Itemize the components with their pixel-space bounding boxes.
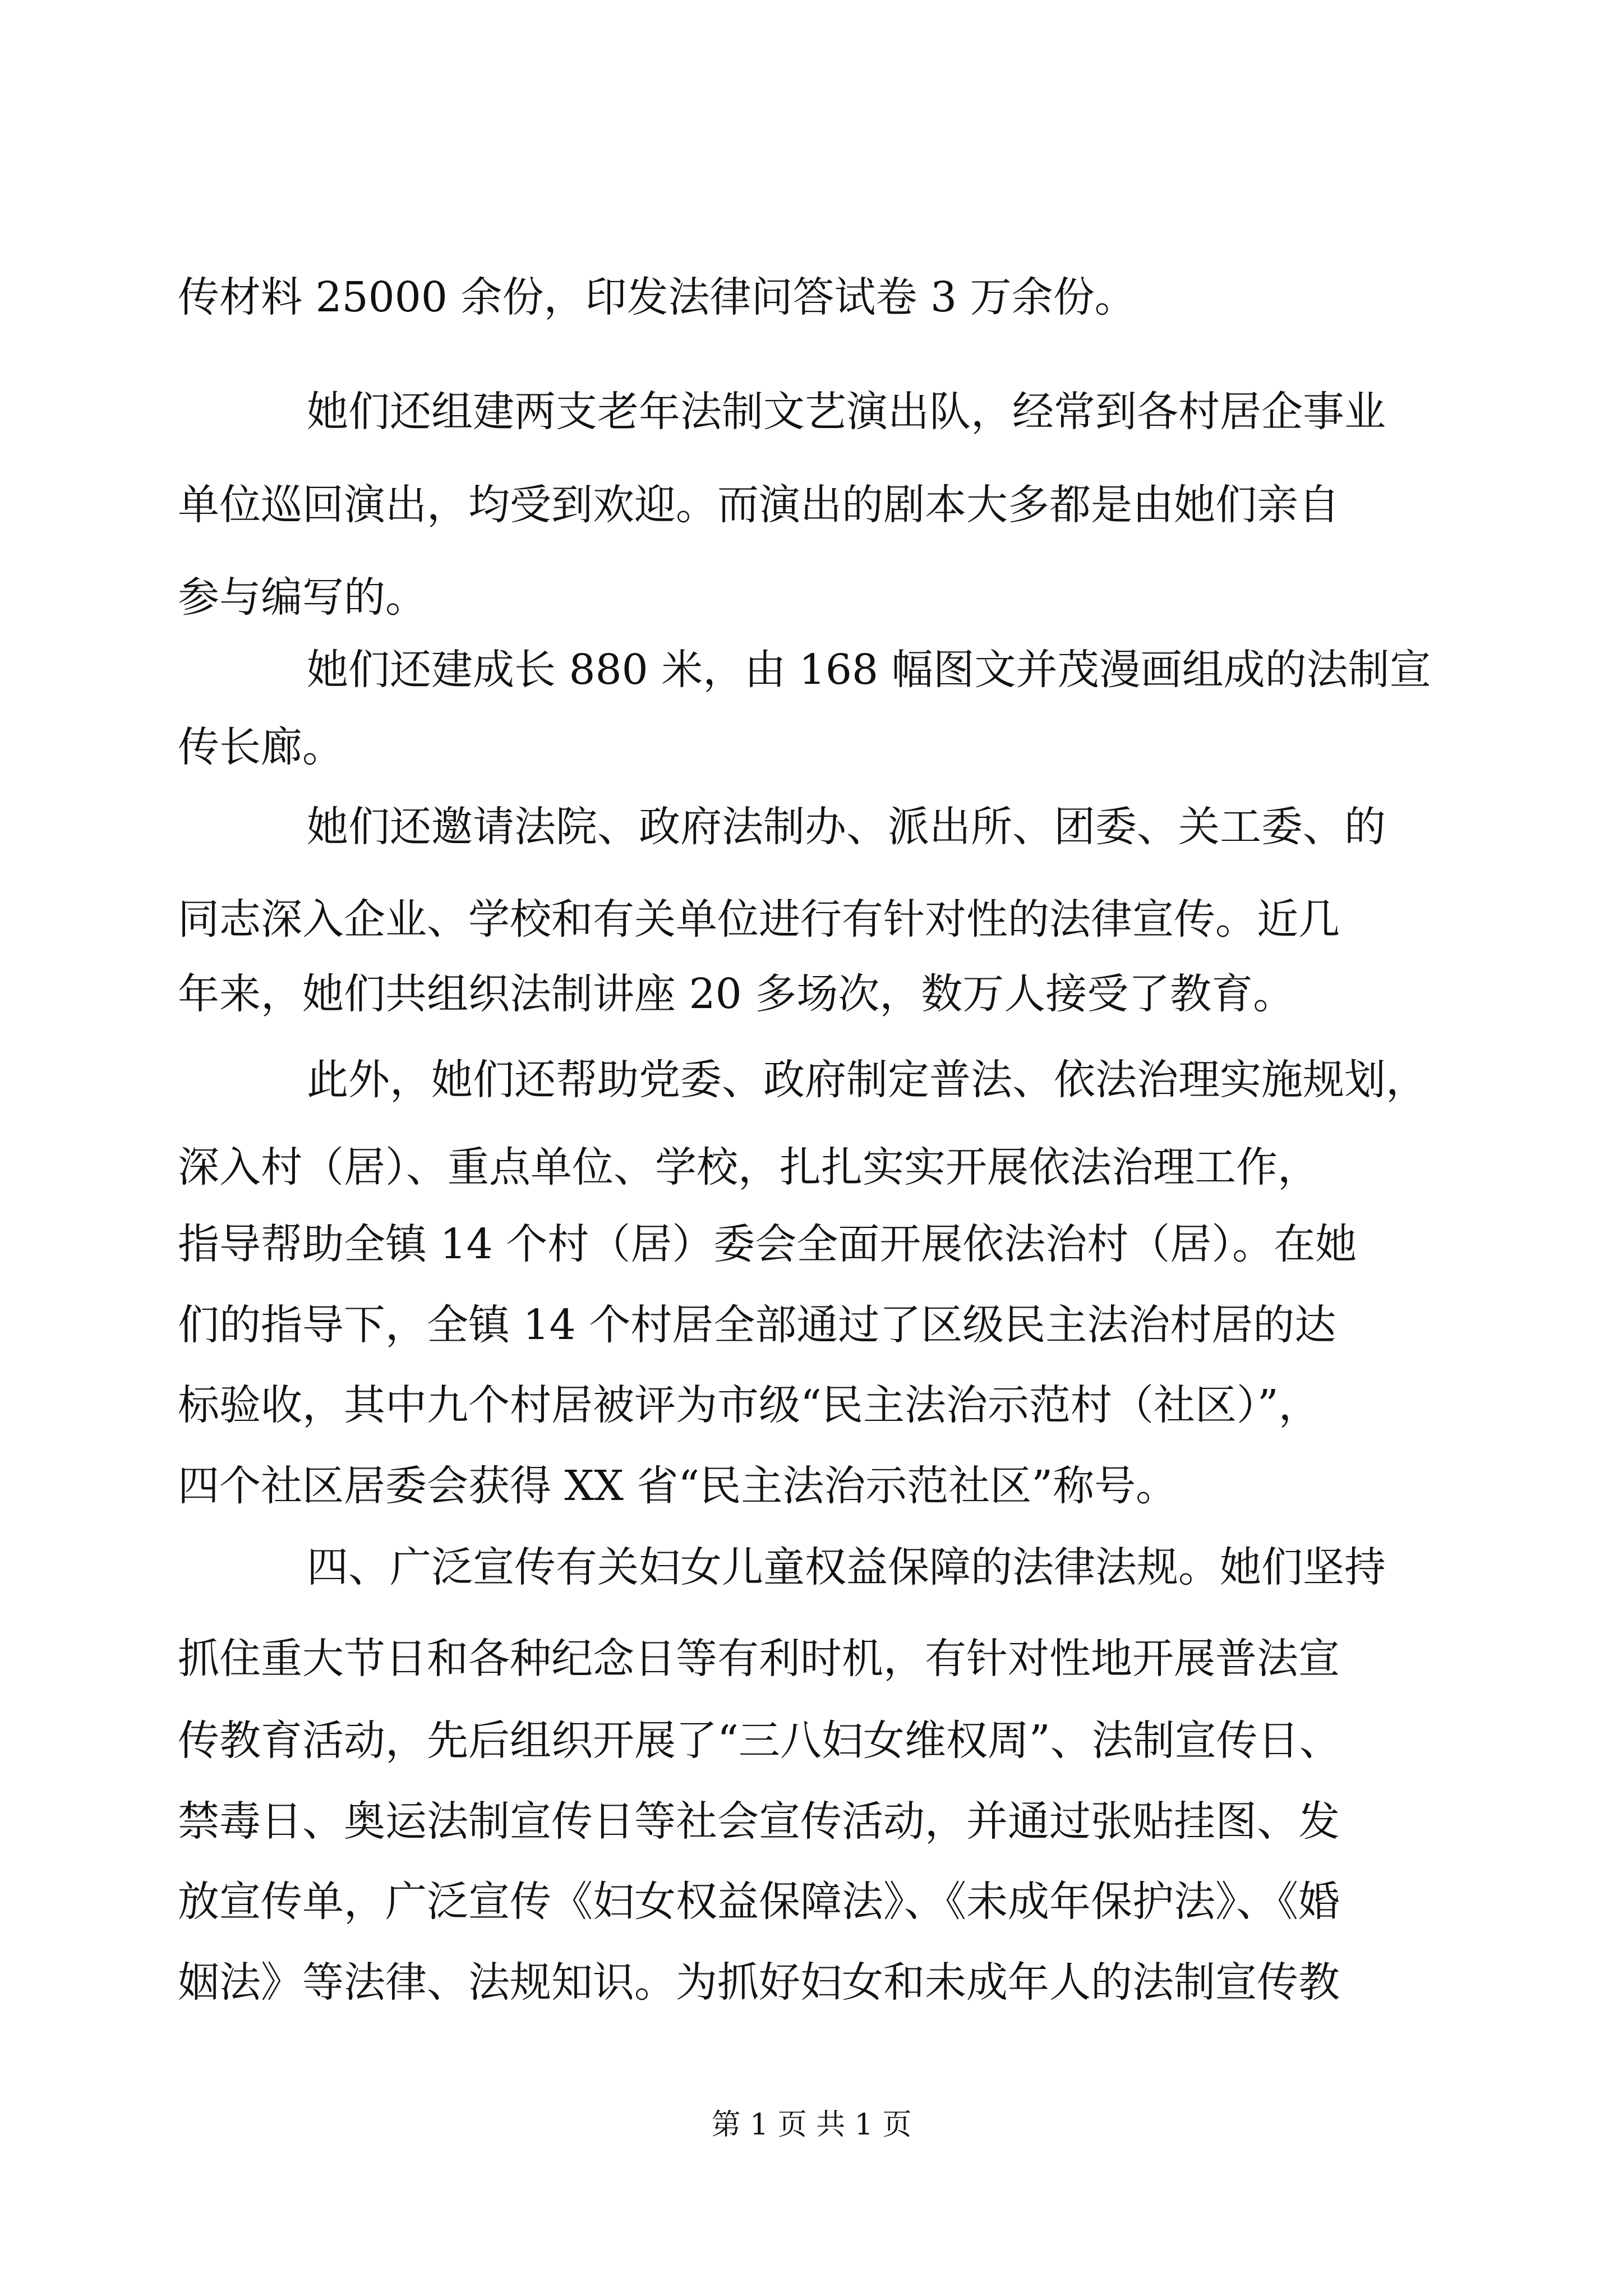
text-line-12: 指导帮助全镇 14 个村（居）委会全面开展依法治村（居）。在她 xyxy=(178,1220,1357,1268)
text-line-6: 传长廊。 xyxy=(178,723,344,771)
text-line-4: 参与编写的。 xyxy=(178,573,427,622)
text-line-16: 四、广泛宣传有关妇女儿童权益保障的法律法规。她们坚持 xyxy=(307,1543,1386,1591)
text-line-20: 放宣传单，广泛宣传《妇女权益保障法》、《未成年保护法》、《婚 xyxy=(178,1878,1340,1926)
text-line-2: 她们还组建两支老年法制文艺演出队，经常到各村居企事业 xyxy=(307,388,1386,436)
text-line-15: 四个社区居委会获得 XX 省“民主法治示范社区”称号。 xyxy=(178,1462,1178,1510)
text-line-9: 年来，她们共组织法制讲座 20 多场次，数万人接受了教育。 xyxy=(178,970,1295,1018)
text-line-11: 深入村（居）、重点单位、学校，扎扎实实开展依法治理工作， xyxy=(178,1143,1319,1191)
text-line-5: 她们还建成长 880 米，由 168 幅图文并茂漫画组成的法制宣 xyxy=(307,646,1431,694)
text-line-8: 同志深入企业、学校和有关单位进行有针对性的法律宣传。近几 xyxy=(178,895,1340,944)
page-number-footer: 第 1 页 共 1 页 xyxy=(711,2108,912,2142)
text-line-21: 姻法》等法律、法规知识。为抓好妇女和未成年人的法制宣传教 xyxy=(178,1958,1340,2007)
text-line-17: 抓住重大节日和各种纪念日等有利时机，有针对性地开展普法宣 xyxy=(178,1635,1340,1683)
text-line-19: 禁毒日、奥运法制宣传日等社会宣传活动，并通过张贴挂图、发 xyxy=(178,1797,1340,1846)
text-line-10: 此外，她们还帮助党委、政府制定普法、依法治理实施规划， xyxy=(307,1056,1427,1104)
text-line-13: 们的指导下，全镇 14 个村居全部通过了区级民主法治村居的达 xyxy=(178,1301,1336,1349)
text-line-18: 传教育活动，先后组织开展了“三八妇女维权周”、法制宣传日、 xyxy=(178,1717,1341,1765)
text-line-14: 标验收，其中九个村居被评为市级“民主法治示范村（社区）”， xyxy=(178,1381,1320,1429)
text-line-1: 传材料 25000 余份，印发法律问答试卷 3 万余份。 xyxy=(178,273,1136,321)
text-line-7: 她们还邀请法院、政府法制办、派出所、团委、关工委、的 xyxy=(307,803,1386,851)
text-line-3: 单位巡回演出，均受到欢迎。而演出的剧本大多都是由她们亲自 xyxy=(178,481,1340,529)
